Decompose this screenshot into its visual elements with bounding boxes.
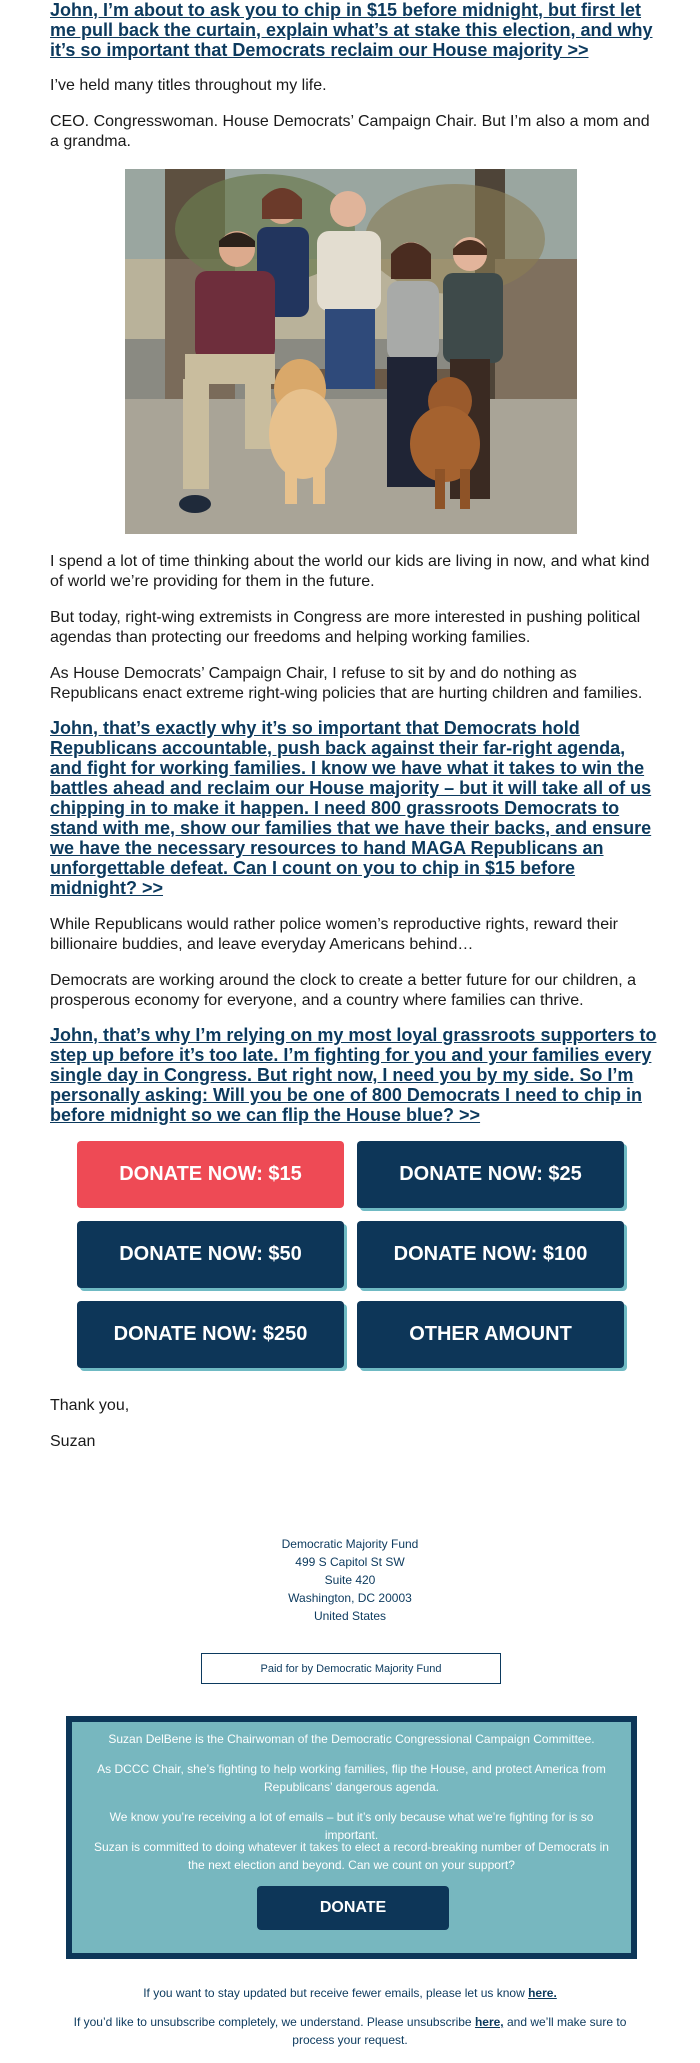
donate-250-button[interactable]: DONATE NOW: $250 [77,1301,344,1368]
paragraph-refuse: As House Democrats’ Campaign Chair, I refuse to sit by and do nothing as Republicans enact extreme right-wing policies that are hurting children and families. [50,665,643,702]
address-suite: Suite 420 [324,1573,376,1587]
bio-line-4: Suzan is committed to doing whatever it takes to elect a record-breaking number of Democrats in the next election and beyond. Can we count on your support? [94,1840,609,1872]
paragraph-titles: I’ve held many titles throughout my life. [50,77,327,94]
bio-line-2: As DCCC Chair, she’s fighting to help working families, flip the House, and protect America from Republicans’ dangerous agenda. [97,1762,606,1794]
footer-address [0,1535,700,1625]
signature: Suzan [50,1433,96,1450]
address-city: Washington, DC 20003 [288,1591,412,1605]
paid-for-disclaimer: Paid for by Democratic Majority Fund [201,1653,501,1684]
donate-50-button[interactable]: DONATE NOW: $50 [77,1221,344,1288]
donate-15-button[interactable]: DONATE NOW: $15 [77,1141,344,1208]
paragraph-police: While Republicans would rather police women’s reproductive rights, reward their billionaire buddies, and leave everyday Americans behind… [50,916,618,953]
paragraph-future: Democrats are working around the clock to create a better future for our children, a prosperous economy for everyone, and a country where families can thrive. [50,972,637,1009]
family-photo [125,169,577,534]
other-amount-button[interactable]: OTHER AMOUNT [357,1301,624,1368]
donate-25-button[interactable]: DONATE NOW: $25 [357,1141,624,1208]
paragraph-extremists: But today, right-wing extremists in Congress are more interested in pushing political agendas than protecting our freedoms and helping working families. [50,609,641,646]
donate-100-button[interactable]: DONATE NOW: $100 [357,1221,624,1288]
bio-line-3: We know you’re receiving a lot of emails – but it’s only because what we’re fighting for is so important. [109,1810,594,1842]
intro-chip-in-link[interactable]: John, I’m about to ask you to chip in $15 before midnight, but first let me pull back the curtain, explain what’s at stake this election, and why it’s so important that Democrats reclaim our House majority >> [50,0,653,60]
bio-line-1: Suzan DelBene is the Chairwoman of the Democratic Congressional Campaign Committee. [108,1732,595,1746]
fewer-emails-link[interactable]: here. [528,1986,557,2000]
paragraph-kids: I spend a lot of time thinking about the world our kids are living in now, and what kind of world we’re providing for them in the future. [50,553,650,590]
unsubscribe-text-before: If you’d like to unsubscribe completely, we understand. Please unsubscribe [73,2015,475,2029]
signoff: Thank you, [50,1397,130,1414]
address-org: Democratic Majority Fund [281,1537,419,1551]
ask-chip-in-link[interactable]: John, that’s exactly why it’s so important that Democrats hold Republicans accountable, push back against their far-right agenda, and fight for working families. I know we have what it takes to win the battles ahead and reclaim our House majority – but it will take all of us chipping in to make it happen. I need 800 grassroots Democrats to stand with me, show our families that we have their backs, and ensure we have the necessary resources to hand MAGA Republicans an unforgettable defeat. Can I count on you to chip in $15 before midnight? >> [50,718,652,898]
fewer-emails-notice [0,1984,700,2002]
unsubscribe-notice [70,2013,630,2049]
address-street: 499 S Capitol St SW [295,1555,405,1569]
ask-loyal-supporters-link[interactable]: John, that’s why I’m relying on my most loyal grassroots supporters to step up before it’s too late. I’m fighting for you and your families every single day in Congress. But right now, I need you by my side. So I’m personally asking: Will you be one of 800 Democrats I need to chip in before midnight so we can flip the House blue? >> [50,1025,657,1125]
unsubscribe-link[interactable]: here, [474,2015,504,2029]
paragraph-ceo: CEO. Congresswoman. House Democrats’ Campaign Chair. But I’m also a mom and a grandma. [50,113,650,150]
fewer-emails-text: If you want to stay updated but receive fewer emails, please let us know [143,1986,529,2000]
address-country: United States [313,1609,387,1623]
unsubscribe-text-after: and we’ll make sure to process your request. [292,2015,627,2047]
bio-donate-button[interactable]: DONATE [257,1886,449,1930]
chair-bio-box [66,1716,637,1959]
